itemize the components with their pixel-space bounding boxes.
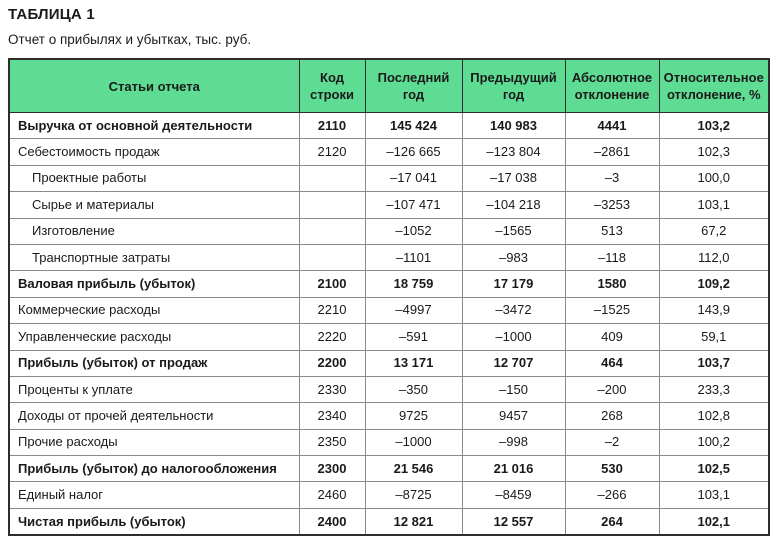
cell-previous-year: 17 179 — [462, 271, 565, 297]
cell-relative-deviation: 233,3 — [659, 376, 769, 402]
cell-last-year: –591 — [365, 324, 462, 350]
cell-item: Чистая прибыль (убыток) — [9, 508, 299, 535]
cell-code — [299, 244, 365, 270]
cell-last-year: –1052 — [365, 218, 462, 244]
cell-item: Коммерческие расходы — [9, 297, 299, 323]
header-relative-deviation: Относительное отклонение, % — [659, 59, 769, 113]
cell-code — [299, 165, 365, 191]
cell-relative-deviation: 103,1 — [659, 192, 769, 218]
cell-item: Себестоимость продаж — [9, 139, 299, 165]
cell-absolute-deviation: 1580 — [565, 271, 659, 297]
cell-absolute-deviation: 4441 — [565, 113, 659, 139]
cell-previous-year: –1000 — [462, 324, 565, 350]
cell-item: Управленческие расходы — [9, 324, 299, 350]
cell-code: 2350 — [299, 429, 365, 455]
cell-previous-year: –983 — [462, 244, 565, 270]
cell-relative-deviation: 100,0 — [659, 165, 769, 191]
header-items: Статьи отчета — [9, 59, 299, 113]
cell-code — [299, 192, 365, 218]
cell-item: Прибыль (убыток) до налогообложения — [9, 456, 299, 482]
table-row — [9, 218, 769, 244]
cell-relative-deviation: 102,1 — [659, 508, 769, 535]
cell-absolute-deviation: 268 — [565, 403, 659, 429]
cell-absolute-deviation: –200 — [565, 376, 659, 402]
cell-absolute-deviation: 464 — [565, 350, 659, 376]
table-subtitle: Отчет о прибылях и убытках, тыс. руб. — [8, 32, 252, 47]
cell-last-year: 18 759 — [365, 271, 462, 297]
cell-item: Валовая прибыль (убыток) — [9, 271, 299, 297]
cell-absolute-deviation: –1525 — [565, 297, 659, 323]
table-row — [9, 376, 769, 402]
cell-previous-year: –8459 — [462, 482, 565, 508]
cell-relative-deviation: 103,2 — [659, 113, 769, 139]
cell-code: 2220 — [299, 324, 365, 350]
cell-previous-year: –104 218 — [462, 192, 565, 218]
cell-last-year: –1101 — [365, 244, 462, 270]
cell-absolute-deviation: 409 — [565, 324, 659, 350]
cell-relative-deviation: 59,1 — [659, 324, 769, 350]
cell-previous-year: 9457 — [462, 403, 565, 429]
cell-last-year: –126 665 — [365, 139, 462, 165]
cell-absolute-deviation: –2861 — [565, 139, 659, 165]
cell-last-year: 145 424 — [365, 113, 462, 139]
table-row — [9, 113, 769, 139]
cell-previous-year: 21 016 — [462, 456, 565, 482]
header-previous-year: Предыдущий год — [462, 59, 565, 113]
cell-code: 2340 — [299, 403, 365, 429]
cell-last-year: 12 821 — [365, 508, 462, 535]
table-row — [9, 403, 769, 429]
table-row — [9, 192, 769, 218]
cell-code: 2300 — [299, 456, 365, 482]
cell-absolute-deviation: 264 — [565, 508, 659, 535]
cell-absolute-deviation: 513 — [565, 218, 659, 244]
cell-item: Изготовление — [9, 218, 299, 244]
cell-item: Выручка от основной деятельности — [9, 113, 299, 139]
cell-item: Единый налог — [9, 482, 299, 508]
cell-previous-year: 140 983 — [462, 113, 565, 139]
cell-last-year: 13 171 — [365, 350, 462, 376]
cell-absolute-deviation: –3 — [565, 165, 659, 191]
cell-last-year: 21 546 — [365, 456, 462, 482]
cell-absolute-deviation: 530 — [565, 456, 659, 482]
cell-last-year: –107 471 — [365, 192, 462, 218]
cell-code — [299, 218, 365, 244]
cell-item: Сырье и материалы — [9, 192, 299, 218]
cell-item: Доходы от прочей деятельности — [9, 403, 299, 429]
cell-absolute-deviation: –2 — [565, 429, 659, 455]
table-row — [9, 508, 769, 535]
cell-last-year: –17 041 — [365, 165, 462, 191]
cell-code: 2330 — [299, 376, 365, 402]
table-row — [9, 244, 769, 270]
table-title: ТАБЛИЦА 1 — [8, 6, 95, 23]
cell-absolute-deviation: –118 — [565, 244, 659, 270]
table-row — [9, 456, 769, 482]
cell-relative-deviation: 112,0 — [659, 244, 769, 270]
cell-relative-deviation: 109,2 — [659, 271, 769, 297]
cell-relative-deviation: 143,9 — [659, 297, 769, 323]
header-last-year: Последний год — [365, 59, 462, 113]
cell-relative-deviation: 103,1 — [659, 482, 769, 508]
cell-item: Прочие расходы — [9, 429, 299, 455]
table-row — [9, 297, 769, 323]
cell-relative-deviation: 102,8 — [659, 403, 769, 429]
table-row — [9, 271, 769, 297]
header-absolute-deviation: Абсолютное отклонение — [565, 59, 659, 113]
table-row — [9, 324, 769, 350]
table-row — [9, 482, 769, 508]
cell-relative-deviation: 103,7 — [659, 350, 769, 376]
table-body — [9, 113, 769, 536]
cell-absolute-deviation: –266 — [565, 482, 659, 508]
cell-item: Прибыль (убыток) от продаж — [9, 350, 299, 376]
cell-relative-deviation: 100,2 — [659, 429, 769, 455]
cell-previous-year: –17 038 — [462, 165, 565, 191]
cell-code: 2110 — [299, 113, 365, 139]
cell-relative-deviation: 102,3 — [659, 139, 769, 165]
cell-previous-year: –150 — [462, 376, 565, 402]
cell-item: Проектные работы — [9, 165, 299, 191]
cell-last-year: –4997 — [365, 297, 462, 323]
cell-item: Проценты к уплате — [9, 376, 299, 402]
cell-code: 2460 — [299, 482, 365, 508]
cell-last-year: –8725 — [365, 482, 462, 508]
cell-relative-deviation: 67,2 — [659, 218, 769, 244]
cell-previous-year: 12 707 — [462, 350, 565, 376]
cell-last-year: –1000 — [365, 429, 462, 455]
cell-absolute-deviation: –3253 — [565, 192, 659, 218]
table-row — [9, 165, 769, 191]
cell-last-year: –350 — [365, 376, 462, 402]
header-code: Код строки — [299, 59, 365, 113]
table-row — [9, 139, 769, 165]
cell-previous-year: –3472 — [462, 297, 565, 323]
cell-code: 2400 — [299, 508, 365, 535]
cell-previous-year: –1565 — [462, 218, 565, 244]
profit-loss-table — [8, 58, 770, 536]
cell-relative-deviation: 102,5 — [659, 456, 769, 482]
header-row — [9, 59, 769, 113]
cell-last-year: 9725 — [365, 403, 462, 429]
table-row — [9, 350, 769, 376]
cell-previous-year: 12 557 — [462, 508, 565, 535]
table-row — [9, 429, 769, 455]
cell-code: 2100 — [299, 271, 365, 297]
cell-item: Транспортные затраты — [9, 244, 299, 270]
cell-code: 2120 — [299, 139, 365, 165]
cell-code: 2210 — [299, 297, 365, 323]
cell-code: 2200 — [299, 350, 365, 376]
cell-previous-year: –123 804 — [462, 139, 565, 165]
cell-previous-year: –998 — [462, 429, 565, 455]
